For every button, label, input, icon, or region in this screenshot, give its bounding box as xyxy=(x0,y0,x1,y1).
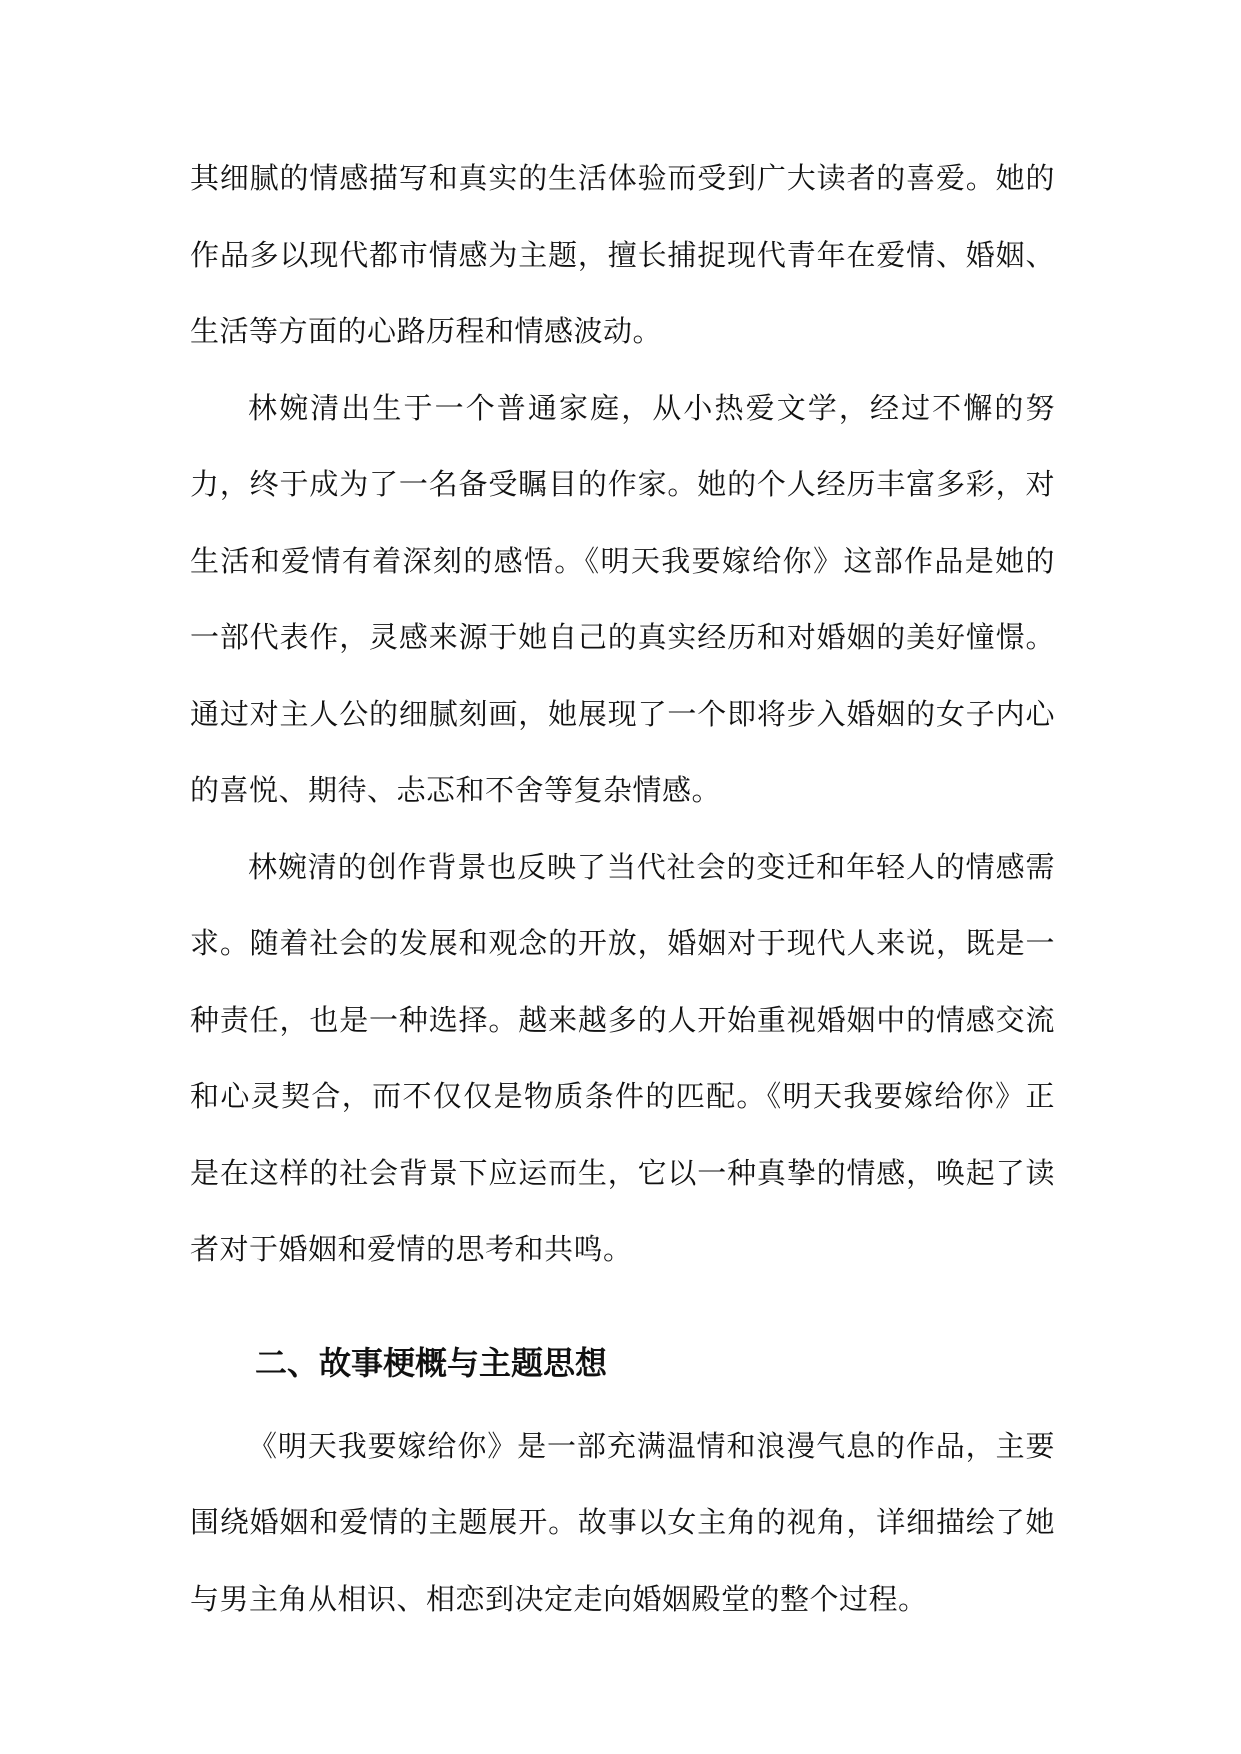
document-body xyxy=(190,140,1055,1637)
paragraph-social-background: 林婉清的创作背景也反映了当代社会的变迁和年轻人的情感需求。随着社会的发展和观念的开放，婚姻对于现代人来说，既是一种责任，也是一种选择。越来越多的人开始重视婚姻中的情感交流和心灵契合，而不仅仅是物质条件的匹配。《明天我要嫁给你》正是在这样的社会背景下应运而生，它以一种真挚的情感，唤起了读者对于婚姻和爱情的思考和共鸣。 xyxy=(190,849,1055,1266)
paragraph-continuation: 其细腻的情感描写和真实的生活体验而受到广大读者的喜爱。她的作品多以现代都市情感为主题，擅长捕捉现代青年在爱情、婚姻、生活等方面的心路历程和情感波动。 xyxy=(190,161,1055,348)
paragraph-author-background: 林婉清出生于一个普通家庭，从小热爱文学，经过不懈的努力，终于成为了一名备受瞩目的作家。她的个人经历丰富多彩，对生活和爱情有着深刻的感悟。《明天我要嫁给你》这部作品是她的一部代表作，灵感来源于她自己的真实经历和对婚姻的美好憧憬。通过对主人公的细腻刻画，她展现了一个即将步入婚姻的女子内心的喜悦、期待、忐忑和不舍等复杂情感。 xyxy=(190,390,1055,807)
paragraph-story-summary: 《明天我要嫁给你》是一部充满温情和浪漫气息的作品，主要围绕婚姻和爱情的主题展开。故事以女主角的视角，详细描绘了她与男主角从相识、相恋到决定走向婚姻殿堂的整个过程。 xyxy=(190,1428,1055,1616)
section-heading: 二、故事梗概与主题思想 xyxy=(255,1343,608,1382)
